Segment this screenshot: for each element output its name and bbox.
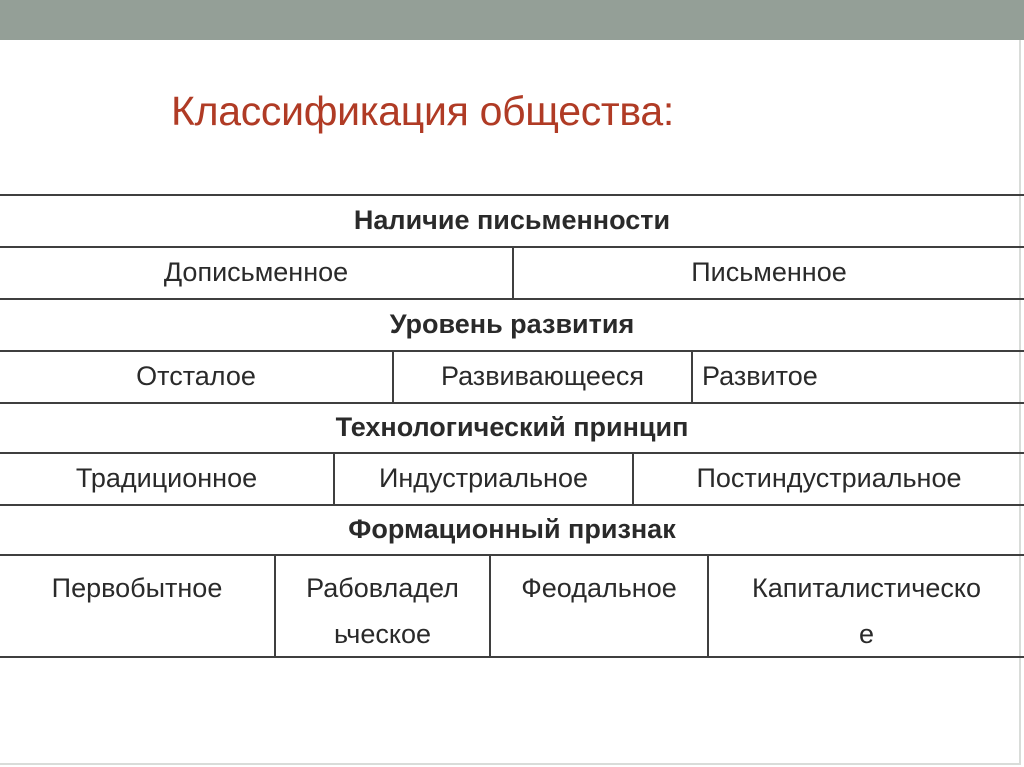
header-writing xyxy=(0,194,1024,246)
cell-slaveholding-line-2: ьческое xyxy=(334,619,431,649)
header-development xyxy=(0,298,1024,350)
cell-traditional: Традиционное xyxy=(75,463,258,493)
header-formation xyxy=(0,504,1024,554)
row-formation xyxy=(0,554,1024,658)
row-development xyxy=(0,350,1024,402)
cell-postindustrial: Постиндустриальное xyxy=(632,454,1024,504)
row-writing xyxy=(0,246,1024,298)
row-technology xyxy=(0,452,1024,504)
header-writing-label: Наличие письменности xyxy=(353,205,671,235)
cell-feudal-line-1: Феодальное xyxy=(521,573,677,603)
header-technology xyxy=(0,402,1024,452)
header-development-label: Уровень развития xyxy=(389,309,635,339)
header-technology-label: Технологический принцип xyxy=(335,412,689,442)
cell-developing: Развивающееся xyxy=(392,352,691,402)
cell-slaveholding xyxy=(274,556,489,658)
top-decorative-bar xyxy=(0,0,1024,40)
cell-feudal xyxy=(489,556,707,658)
header-formation-label: Формационный признак xyxy=(348,514,676,544)
cell-prewritten: Дописьменное xyxy=(163,257,349,287)
cell-backward: Отсталое xyxy=(136,361,256,391)
cell-slaveholding-line-1: Рабовладел xyxy=(306,573,459,603)
cell-developed: Развитое xyxy=(691,352,1024,402)
cell-primitive xyxy=(0,556,274,658)
cell-capitalist xyxy=(707,556,1024,658)
slide-title: Классификация общества: xyxy=(171,88,675,134)
cell-industrial: Индустриальное xyxy=(333,454,632,504)
cell-capitalist-line-1: Капиталистическо xyxy=(751,573,982,603)
cell-written: Письменное xyxy=(512,248,1024,298)
cell-primitive-line-1: Первобытное xyxy=(51,573,223,603)
cell-capitalist-line-2: е xyxy=(858,619,875,649)
table-bottom-rule xyxy=(0,656,1024,658)
